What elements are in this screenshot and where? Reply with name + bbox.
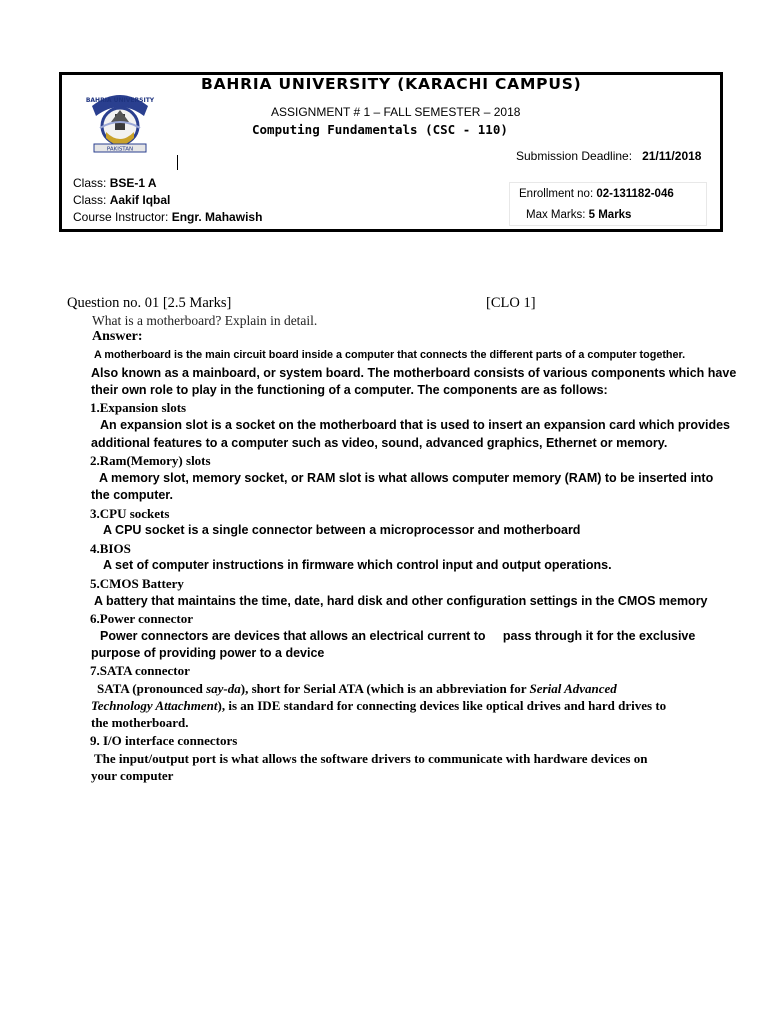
max-marks-line <box>526 209 631 221</box>
text-sata-2 <box>91 698 666 714</box>
text-cpu: A CPU socket is a single connector between a microprocessor and motherboard <box>103 523 581 537</box>
university-title: BAHRIA UNIVERSITY (KARACHI CAMPUS) <box>201 75 582 93</box>
enrollment-value: 02-131182-046 <box>596 188 674 200</box>
heading-sata-connector: 7.SATA connector <box>90 663 190 678</box>
class-label: Class: <box>73 176 107 190</box>
enrollment-label: Enrollment no: <box>519 188 594 200</box>
heading-bios: 4.BIOS <box>90 541 131 556</box>
text-ram-2: the computer. <box>91 488 173 502</box>
text-bios: A set of computer instructions in firmware which control input and output operations. <box>103 558 612 572</box>
text-power-1: Power connectors are devices that allows an electrical current to pass through it for the exclusive <box>100 629 696 643</box>
class-line <box>73 176 157 190</box>
sata-rest: ), is an IDE standard for connecting devices like optical drives and hard drives to <box>217 698 667 713</box>
heading-power-connector: 6.Power connector <box>90 611 194 626</box>
intro-line-2: Also known as a mainboard, or system board. The motherboard consists of various components which have <box>91 366 737 380</box>
question-clo: [CLO 1] <box>486 295 536 311</box>
heading-io-connectors: 9. I/O interface connectors <box>90 733 238 748</box>
heading-cmos-battery: 5.CMOS Battery <box>90 576 184 591</box>
university-logo <box>80 86 160 161</box>
text-cmos: A battery that maintains the time, date, hard disk and other configuration settings in the CMOS memory <box>94 594 708 608</box>
enrollment-line <box>519 188 674 200</box>
heading-expansion-slots: 1.Expansion slots <box>90 400 187 415</box>
marks-value: 5 Marks <box>588 209 632 221</box>
text-sata-1 <box>97 681 617 697</box>
text-io-2: your computer <box>91 768 174 783</box>
cursor-line <box>177 155 178 170</box>
sata-say: say-da <box>206 681 241 696</box>
text-power-2: purpose of providing power to a device <box>91 646 325 660</box>
text-expansion-1: An expansion slot is a socket on the motherboard that is used to insert an expansion card which provides <box>100 418 730 432</box>
text-sata-3: the motherboard. <box>91 715 189 730</box>
text-expansion-2: additional features to a computer such as video, sound, advanced graphics, Ethernet or memory. <box>91 436 668 450</box>
student-line <box>73 193 170 207</box>
intro-line-3: their own role to play in the functioning of a computer. The components are as follows: <box>91 383 608 397</box>
deadline-label: Submission Deadline: <box>516 149 633 163</box>
question-text: What is a motherboard? Explain in detail. <box>92 313 318 328</box>
logo-text: BAHRIA UNIVERSITY <box>85 97 155 104</box>
assignment-title: ASSIGNMENT # 1 – FALL SEMESTER – 2018 <box>271 105 521 119</box>
student-label: Class: <box>73 193 107 207</box>
sata-pre: SATA (pronounced <box>97 681 207 696</box>
student-value: Aakif Iqbal <box>109 193 171 207</box>
sata-italic: Serial Advanced <box>529 681 617 696</box>
instructor-label: Course Instructor: <box>73 210 169 224</box>
heading-ram-slots: 2.Ram(Memory) slots <box>90 453 211 468</box>
question-title: Question no. 01 [2.5 Marks] <box>67 295 232 311</box>
heading-cpu-sockets: 3.CPU sockets <box>90 506 170 521</box>
marks-label: Max Marks: <box>526 209 586 221</box>
instructor-value: Engr. Mahawish <box>171 210 263 224</box>
submission-deadline <box>516 149 701 163</box>
sata-mid: ), short for Serial ATA (which is an abbreviation for <box>240 681 530 696</box>
text-ram-1: A memory slot, memory socket, or RAM slot is what allows computer memory (RAM) to be inserted into <box>99 471 714 485</box>
class-value: BSE-1 A <box>109 176 157 190</box>
text-io-1: The input/output port is what allows the software drivers to communicate with hardware devices on <box>94 751 648 766</box>
instructor-line <box>73 210 262 224</box>
sata-italic-2: Technology Attachment <box>91 698 218 713</box>
deadline-value: 21/11/2018 <box>642 149 702 163</box>
answer-label: Answer: <box>92 329 143 344</box>
intro-line-1: A motherboard is the main circuit board inside a computer that connects the different parts of a computer together. <box>94 349 686 361</box>
course-title: Computing Fundamentals (CSC - 110) <box>252 122 508 137</box>
logo-banner: PAKISTAN <box>106 146 134 153</box>
